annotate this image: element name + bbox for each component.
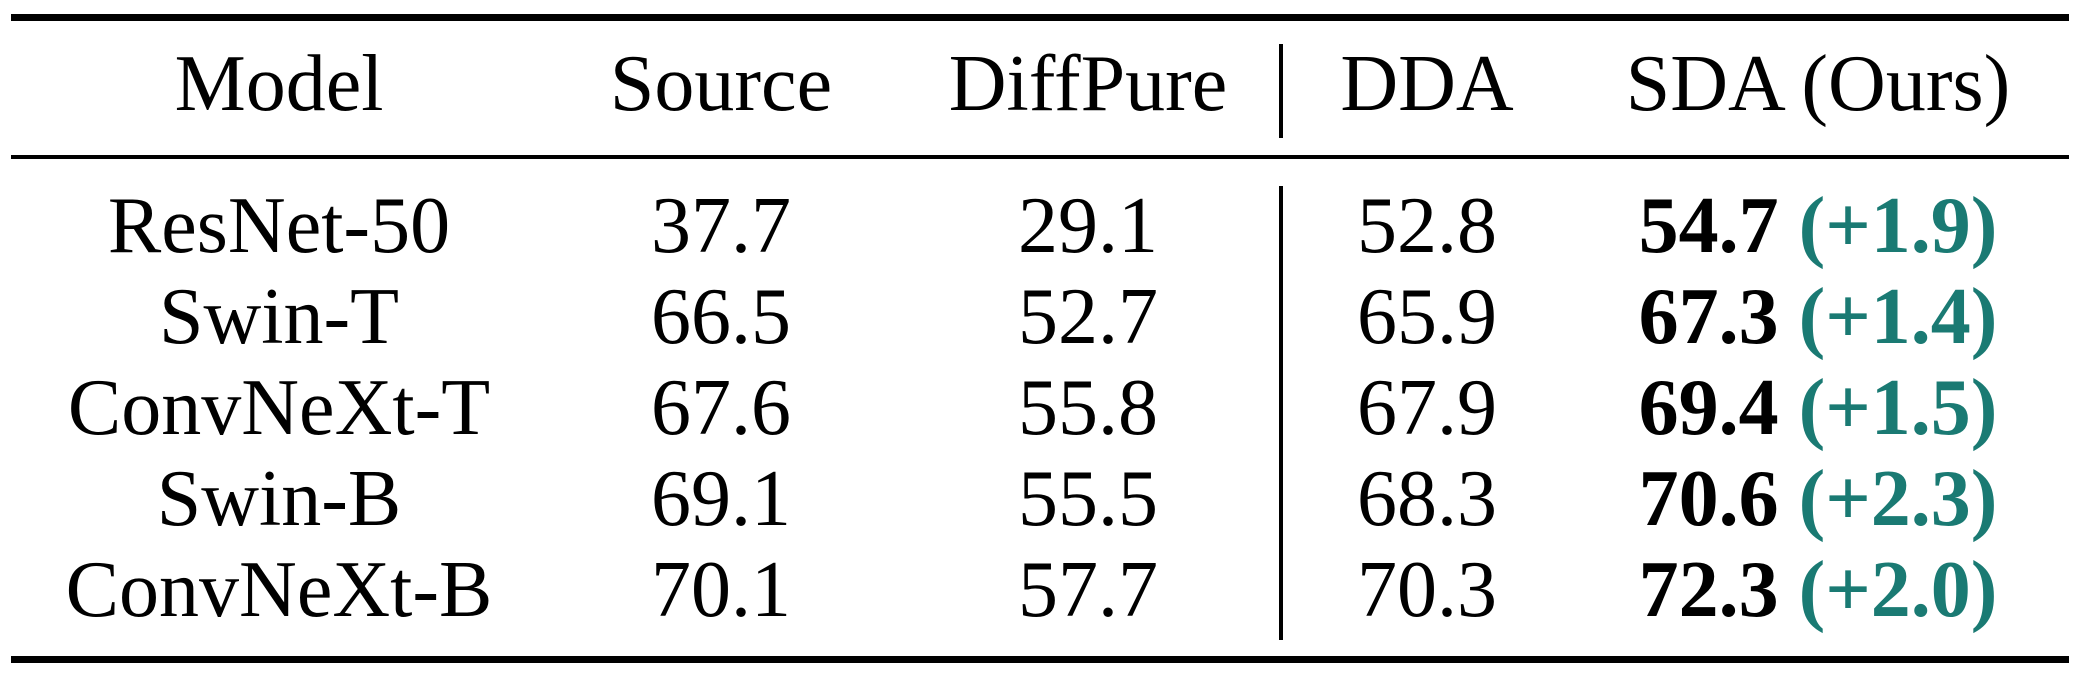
header-sda: SDA (Ours): [1625, 40, 2011, 128]
sda-value: 72.3: [1638, 546, 1779, 634]
cell-source: 67.6: [651, 364, 791, 452]
cell-diffpure: 52.7: [1018, 273, 1158, 361]
cell-model: ResNet-50: [107, 182, 451, 270]
cell-diffpure: 29.1: [1018, 182, 1158, 270]
body-column-divider: [1279, 186, 1283, 640]
cell-sda: [1638, 182, 1998, 270]
cell-sda: [1638, 364, 1998, 452]
cell-source: 70.1: [651, 546, 791, 634]
cell-dda: 70.3: [1357, 546, 1497, 634]
cell-model: ConvNeXt-B: [65, 546, 493, 634]
sda-gain: (+1.9): [1798, 182, 1998, 270]
sda-gain: (+1.4): [1798, 273, 1998, 361]
cell-diffpure: 55.5: [1018, 455, 1158, 543]
cell-diffpure: 57.7: [1018, 546, 1158, 634]
cell-dda: 65.9: [1357, 273, 1497, 361]
cell-model: Swin-T: [159, 273, 399, 361]
cell-diffpure: 55.8: [1018, 364, 1158, 452]
header-diffpure: DiffPure: [948, 40, 1228, 128]
cell-sda: [1638, 273, 1998, 361]
cell-model: ConvNeXt-T: [67, 364, 491, 452]
header-rule: [11, 155, 2069, 159]
cell-model: Swin-B: [156, 455, 402, 543]
top-rule: [11, 14, 2069, 21]
sda-value: 67.3: [1638, 273, 1779, 361]
cell-sda: [1638, 455, 1998, 543]
sda-gain: (+2.0): [1798, 546, 1998, 634]
sda-value: 54.7: [1638, 182, 1779, 270]
header-model: Model: [174, 40, 384, 128]
bottom-rule: [11, 656, 2069, 663]
cell-source: 37.7: [651, 182, 791, 270]
cell-sda: [1638, 546, 1998, 634]
header-source: Source: [609, 40, 833, 128]
header-column-divider: [1279, 44, 1283, 138]
sda-value: 69.4: [1638, 364, 1779, 452]
sda-gain: (+2.3): [1798, 455, 1998, 543]
cell-dda: 68.3: [1357, 455, 1497, 543]
cell-source: 66.5: [651, 273, 791, 361]
cell-dda: 52.8: [1357, 182, 1497, 270]
sda-gain: (+1.5): [1798, 364, 1998, 452]
sda-value: 70.6: [1638, 455, 1779, 543]
cell-dda: 67.9: [1357, 364, 1497, 452]
header-dda: DDA: [1340, 40, 1514, 128]
cell-source: 69.1: [651, 455, 791, 543]
